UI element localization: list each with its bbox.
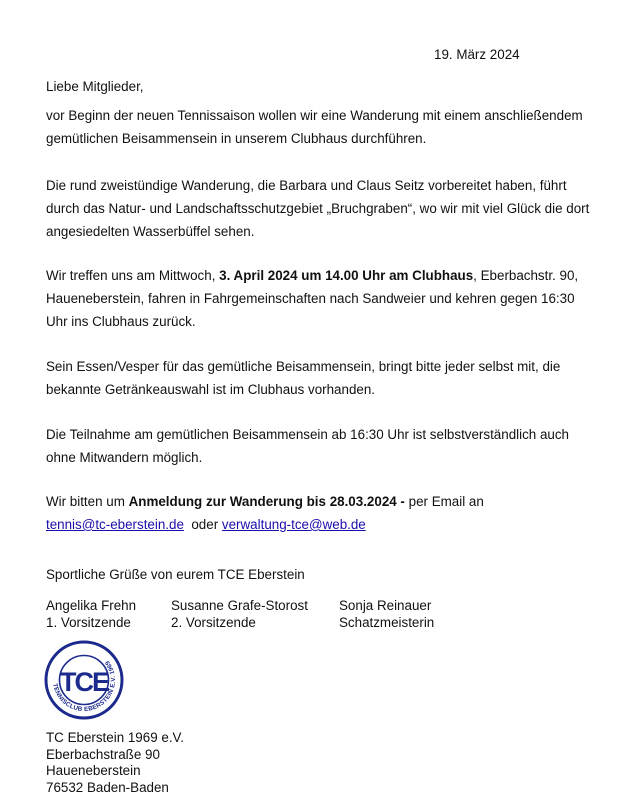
registration-text-before: Wir bitten um: [46, 494, 129, 509]
paragraph-intro: vor Beginn der neuen Tennissaison wollen wir eine Wanderung mit einem anschließendem gemütlichen Beisammensein in unserem Clubhaus durchführen.: [46, 108, 583, 146]
logo-ring-text: TENNISCLUB EBERSTEIN E.V. 1969: [51, 659, 118, 714]
meeting-text-after: , Eberbachstr. 90, Haueneberstein, fahren in Fahrgemeinschaften nach Sandweier und kehren gegen 16:30 Uhr ins Clubhaus zurück.: [46, 268, 579, 329]
closing-line: Sportliche Grüße von eurem TCE Eberstein: [46, 567, 305, 582]
address-line: 76532 Baden-Baden: [46, 779, 169, 795]
paragraph-meeting: [46, 264, 591, 333]
registration-or: oder: [191, 517, 219, 532]
signature-name: Angelika Frehn: [46, 598, 137, 613]
paragraph-hike: Die rund zweistündige Wanderung, die Barbara und Claus Seitz vorbereitet haben, führt durch das Natur- und Landschaftsschutzgebiet „Bruchgraben“, wo wir mit viel Glück die dort angesiedelten Wasserbüffel sehen.: [46, 178, 590, 239]
club-address: [46, 730, 184, 796]
signature-role: 2. Vorsitzende: [171, 615, 256, 630]
signature-3: [339, 597, 434, 631]
address-line: Eberbachstraße 90: [46, 746, 160, 762]
meeting-datetime: 3. April 2024 um 14.00 Uhr am Clubhaus: [219, 268, 474, 283]
signature-name: Susanne Grafe-Storost: [171, 598, 308, 613]
signature-role: Schatzmeisterin: [339, 615, 435, 630]
address-line: Haueneberstein: [46, 763, 141, 778]
email-link-verwaltung[interactable]: verwaltung-tce@web.de: [221, 517, 366, 532]
meeting-text-before: Wir treffen uns am Mittwoch,: [46, 268, 220, 283]
registration-deadline: Anmeldung zur Wanderung bis 28.03.2024 -: [128, 494, 405, 509]
club-logo: [44, 640, 124, 720]
signature-1: [46, 597, 136, 631]
signature-2: [171, 597, 308, 631]
registration-text-after: per Email an: [404, 494, 484, 509]
paragraph-participation: Die Teilnahme am gemütlichen Beisammensein ab 16:30 Uhr ist selbstverständlich auch ohne Mitwandern möglich.: [46, 427, 569, 465]
greeting: Liebe Mitglieder,: [46, 79, 144, 94]
logo-monogram: TCE: [60, 667, 108, 697]
paragraph-food: Sein Essen/Vesper für das gemütliche Beisammensein, bringt bitte jeder selbst mit, die bekannte Getränkeauswahl ist im Clubhaus vorhanden.: [46, 359, 561, 397]
signature-role: 1. Vorsitzende: [46, 615, 131, 630]
paragraph-registration: [46, 490, 591, 536]
letter-date: 19. März 2024: [434, 47, 520, 62]
address-line: TC Eberstein 1969 e.V.: [46, 730, 184, 745]
signature-name: Sonja Reinauer: [339, 598, 432, 613]
email-link-tennis[interactable]: tennis@tc-eberstein.de: [46, 517, 184, 532]
